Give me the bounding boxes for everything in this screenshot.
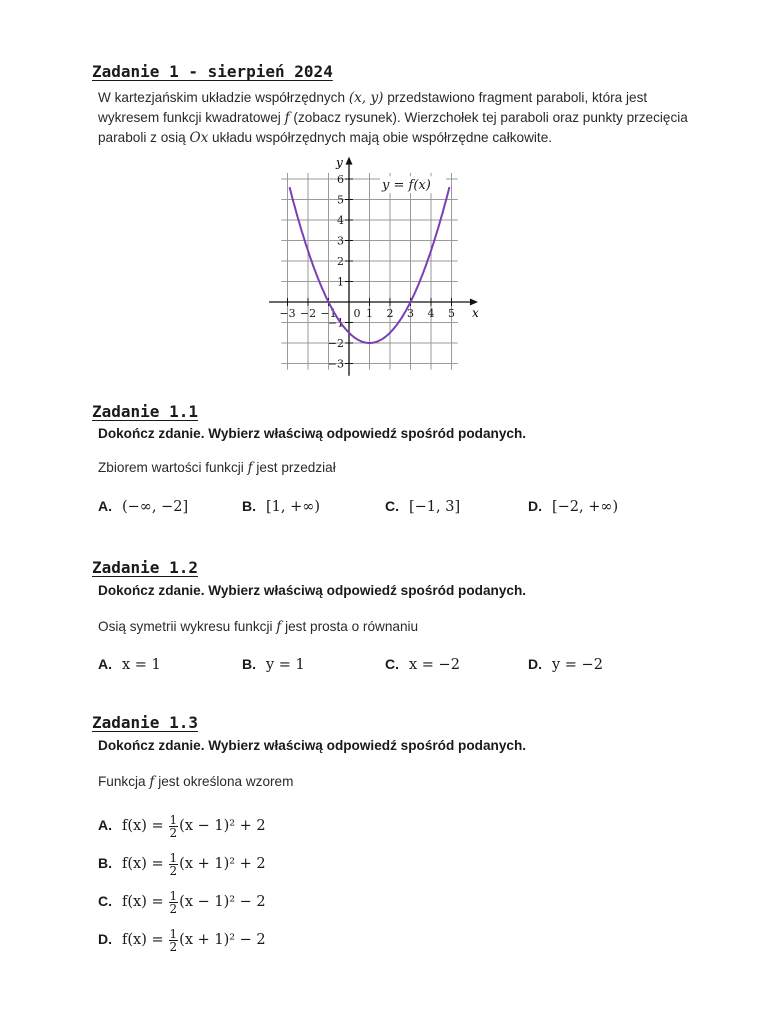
math-symbol: f <box>149 774 155 790</box>
y-tick-label: 3 <box>337 234 344 248</box>
subtask-2-option-d[interactable]: D. y = −2 <box>528 656 603 673</box>
subtask-3-option-a[interactable]: A. f(x) = $\frac{1}{2}$ (x − 1)² + 2 <box>98 813 266 840</box>
y-tick-label: 1 <box>337 275 344 289</box>
x-tick-label: −2 <box>299 307 317 320</box>
subtask-3-option-c[interactable]: C. f(x) = $\frac{1}{2}$ (x − 1)² − 2 <box>98 889 266 916</box>
x-tick-label: −1 <box>320 307 337 320</box>
subtask-3-option-b[interactable]: B. f(x) = $\frac{1}{2}$ (x + 1)² + 2 <box>98 851 266 878</box>
fraction: $\frac{1}{2}$ <box>169 889 178 916</box>
fraction: $\frac{1}{2}$ <box>169 927 178 954</box>
parabola-graph <box>266 146 492 376</box>
subtask-3-option-d[interactable]: D. f(x) = $\frac{1}{2}$ (x + 1)² − 2 <box>98 927 266 954</box>
math-symbol: (x, y) <box>348 90 384 106</box>
x-tick-label: −3 <box>279 307 296 320</box>
math-symbol: f <box>247 460 253 476</box>
x-tick-label: 2 <box>386 307 394 320</box>
subtask-1-option-d[interactable]: D. [−2, +∞) <box>528 498 619 515</box>
x-tick-label: 0 <box>353 307 361 320</box>
subtask-3-question: Funkcja f jest określona wzorem <box>98 774 294 790</box>
subtask-3-heading: Zadanie 1.3 <box>92 713 198 732</box>
y-tick-label: 2 <box>337 255 344 268</box>
x-axis-arrow <box>470 299 478 306</box>
x-tick-label: 1 <box>366 307 373 320</box>
subtask-2-option-b[interactable]: B. y = 1 <box>242 656 305 673</box>
subtask-2-question: Osią symetrii wykresu funkcji f jest prosta o równaniu <box>98 619 419 635</box>
task-heading: Zadanie 1 - sierpień 2024 <box>92 62 333 81</box>
subtask-1-instruction: Dokończ zdanie. Wybierz właściwą odpowiedź spośród podanych. <box>98 426 527 441</box>
y-tick-label: 5 <box>337 193 344 207</box>
x-axis-label: x <box>471 306 479 320</box>
y-tick-label: −1 <box>327 316 344 330</box>
math-symbol: Ox <box>189 130 209 146</box>
subtask-1-option-b[interactable]: B. [1, +∞) <box>242 498 320 515</box>
y-axis-arrow <box>346 157 353 165</box>
subtask-1-option-a[interactable]: A. (−∞, −2] <box>98 498 189 515</box>
y-tick-label: 6 <box>337 173 344 186</box>
subtask-1-option-c[interactable]: C. [−1, 3] <box>385 498 461 515</box>
math-symbol: f <box>276 619 282 635</box>
y-tick-label: −3 <box>327 357 344 371</box>
y-tick-label: 4 <box>337 214 344 227</box>
subtask-1-heading: Zadanie 1.1 <box>92 402 198 421</box>
task-intro: W kartezjańskim układzie współrzędnych (x, y) przedstawiono fragment paraboli, która jest wykresem funkcji kwadratowej f (zobacz rysunek). Wierzchołek tej paraboli oraz punkty przecięcia paraboli z osią Ox układu współrzędnych mają obie współrzędne całkowite. <box>98 90 688 146</box>
fraction: $\frac{1}{2}$ <box>169 813 178 840</box>
x-tick-label: 3 <box>407 307 414 320</box>
x-tick-label: 5 <box>448 307 455 320</box>
math-symbol: f <box>284 110 290 126</box>
subtask-2-option-c[interactable]: C. x = −2 <box>385 656 460 673</box>
fraction: $\frac{1}{2}$ <box>169 851 178 878</box>
subtask-3-instruction: Dokończ zdanie. Wybierz właściwą odpowiedź spośród podanych. <box>98 738 527 753</box>
y-tick-label: −2 <box>327 337 344 350</box>
y-axis-label: y <box>336 155 343 170</box>
x-tick-label: 4 <box>427 307 435 320</box>
function-label: y = f(x) <box>382 178 431 194</box>
subtask-1-question: Zbiorem wartości funkcji f jest przedział <box>98 460 336 476</box>
subtask-2-heading: Zadanie 1.2 <box>92 558 198 577</box>
subtask-2-instruction: Dokończ zdanie. Wybierz właściwą odpowiedź spośród podanych. <box>98 583 527 598</box>
subtask-2-option-a[interactable]: A. x = 1 <box>98 656 161 673</box>
